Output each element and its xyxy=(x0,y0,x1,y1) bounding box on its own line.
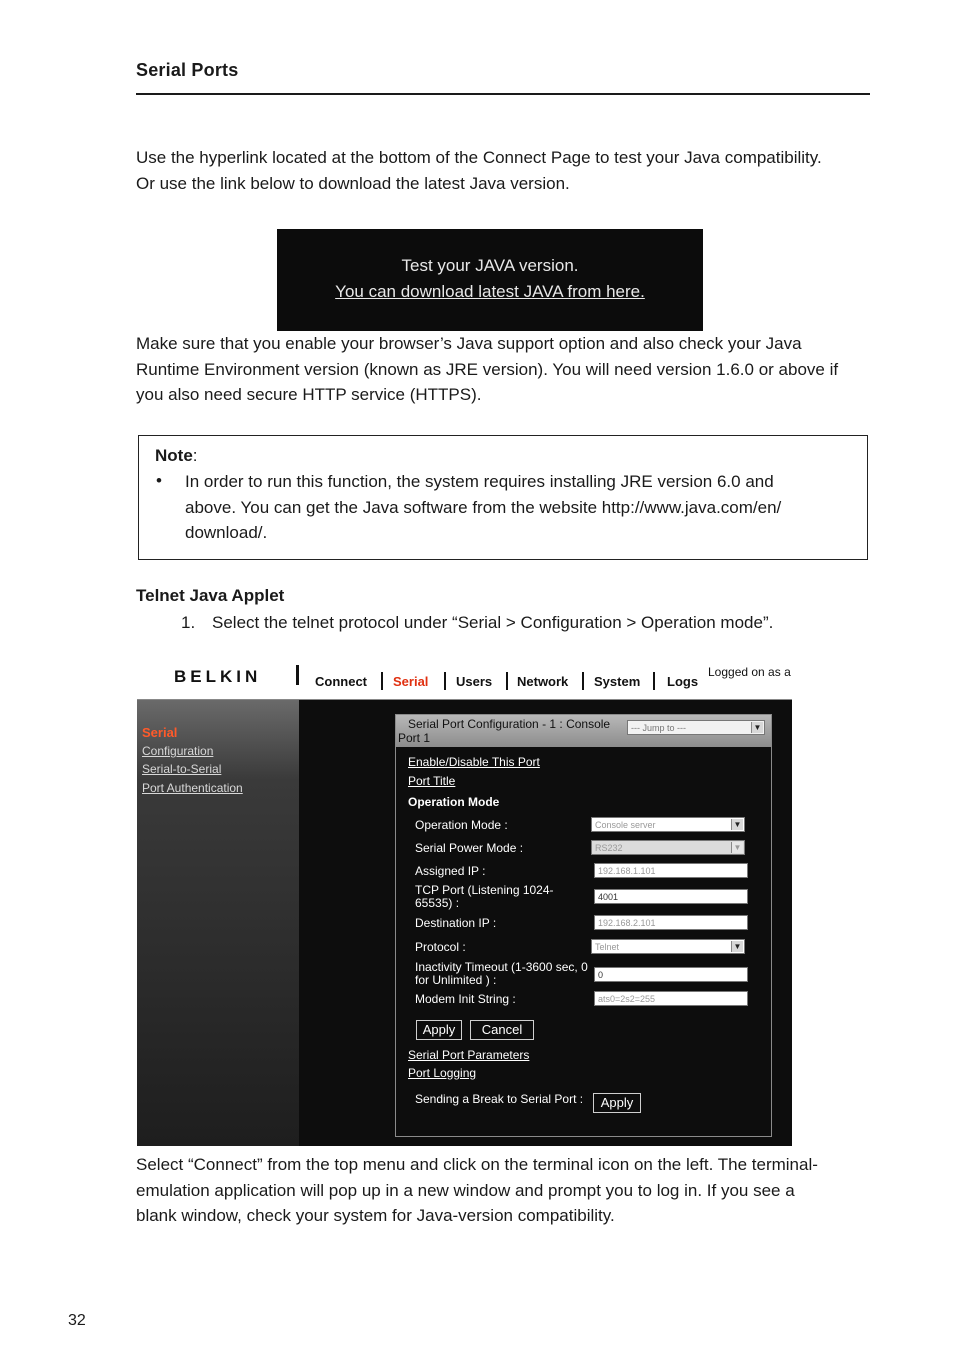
tcp-port-label-line-2: 65535) : xyxy=(415,896,460,910)
note-label xyxy=(155,446,198,466)
nav-logs[interactable]: Logs xyxy=(667,674,699,689)
panel-title xyxy=(398,717,630,745)
serial-power-mode-value: RS232 xyxy=(595,843,623,853)
nav-system[interactable]: System xyxy=(594,674,641,689)
port-logging-link[interactable]: Port Logging xyxy=(408,1066,477,1080)
serial-power-mode-select[interactable] xyxy=(591,840,745,855)
section-title: Serial Ports xyxy=(136,60,239,80)
java-test-text: Test your JAVA version. xyxy=(401,256,579,275)
nav-users[interactable]: Users xyxy=(456,674,493,689)
header-rule xyxy=(136,93,870,95)
enable-disable-port-link[interactable]: Enable/Disable This Port xyxy=(408,755,540,769)
intro-line-1: Use the hyperlink located at the bottom of the Connect Page to test your Java compatibility. xyxy=(136,148,822,167)
jump-to-value: --- Jump to --- xyxy=(631,723,686,733)
note-colon: : xyxy=(192,446,198,465)
nav-network[interactable]: Network xyxy=(517,674,569,689)
note-text xyxy=(185,469,845,546)
jump-to-select[interactable] xyxy=(627,720,765,735)
destination-ip-label: Destination IP : xyxy=(415,916,497,930)
belkin-logo: BELKIN xyxy=(174,667,262,686)
nav-divider xyxy=(506,672,508,690)
panel-title-line-2: Port 1 xyxy=(398,731,431,745)
port-config-panel xyxy=(395,714,772,1137)
jre-paragraph xyxy=(136,331,876,408)
send-break-apply-button[interactable]: Apply xyxy=(593,1093,641,1113)
modem-init-string-label: Modem Init String : xyxy=(415,992,516,1006)
nav-connect[interactable]: Connect xyxy=(315,674,367,689)
outro-paragraph xyxy=(136,1152,876,1229)
panel-title-line-1: Serial Port Configuration - 1 : Console xyxy=(408,717,611,731)
chevron-down-icon: ▼ xyxy=(731,819,743,830)
serial-port-parameters-link[interactable]: Serial Port Parameters xyxy=(408,1048,530,1062)
note-line-2: above. You can get the Java software from the website http://www.java.com/en/ xyxy=(185,497,782,517)
modem-init-string-field[interactable]: ats0=2s2=255 xyxy=(594,991,748,1006)
operation-mode-select[interactable] xyxy=(591,817,745,832)
sidebar xyxy=(137,700,299,1146)
protocol-select[interactable] xyxy=(591,939,745,954)
java-download-link[interactable]: You can download latest JAVA from here. xyxy=(335,282,645,301)
cancel-button[interactable]: Cancel xyxy=(470,1020,534,1040)
apply-button[interactable]: Apply xyxy=(416,1020,462,1040)
nav-divider xyxy=(582,672,584,690)
operation-mode-heading: Operation Mode xyxy=(408,795,500,809)
nav-divider xyxy=(653,672,655,690)
java-version-banner xyxy=(277,229,703,331)
web-ui-screenshot xyxy=(137,656,792,1146)
inactivity-timeout-label xyxy=(415,961,588,987)
tcp-port-label-line-1: TCP Port (Listening 1024- xyxy=(415,883,554,897)
port-title-link[interactable]: Port Title xyxy=(408,774,456,788)
step-number: 1. xyxy=(181,613,196,632)
inactivity-timeout-field[interactable]: 0 xyxy=(594,967,748,982)
tcp-port-label xyxy=(415,884,554,910)
outro-line-3: blank window, check your system for Java-version compatibility. xyxy=(136,1206,615,1225)
chevron-down-icon: ▼ xyxy=(751,722,763,733)
protocol-value: Telnet xyxy=(595,942,620,952)
sidebar-title: Serial xyxy=(142,725,178,740)
logged-on-text: Logged on as a xyxy=(708,665,791,679)
jre-line-2: Runtime Environment version (known as JRE version). You will need version 1.6.0 or above if xyxy=(136,359,839,379)
nav-divider xyxy=(444,672,446,690)
inactivity-timeout-label-line-2: for Unlimited ) : xyxy=(415,973,497,987)
send-break-label: Sending a Break to Serial Port : xyxy=(415,1092,584,1106)
chevron-down-icon: ▼ xyxy=(731,842,743,853)
intro-paragraph xyxy=(136,145,822,196)
inactivity-timeout-label-line-1: Inactivity Timeout (1-3600 sec, 0 xyxy=(415,960,588,974)
serial-power-mode-label: Serial Power Mode : xyxy=(415,841,524,855)
operation-mode-label: Operation Mode : xyxy=(415,818,508,832)
jre-line-1: Make sure that you enable your browser’s Java support option and also check your Java xyxy=(136,334,802,353)
jre-line-3: you also need secure HTTP service (HTTPS). xyxy=(136,385,482,404)
assigned-ip-field[interactable]: 192.168.1.101 xyxy=(594,863,748,878)
telnet-subheading: Telnet Java Applet xyxy=(136,586,285,605)
destination-ip-field[interactable]: 192.168.2.101 xyxy=(594,915,748,930)
sidebar-item-port-authentication[interactable]: Port Authentication xyxy=(142,781,243,795)
protocol-label: Protocol : xyxy=(415,940,466,954)
chevron-down-icon: ▼ xyxy=(731,941,743,952)
outro-line-2: emulation application will pop up in a new window and prompt you to log in. If you see a xyxy=(136,1180,795,1200)
note-line-3: download/. xyxy=(185,523,268,542)
outro-line-1: Select “Connect” from the top menu and click on the terminal icon on the left. The terminal- xyxy=(136,1155,818,1174)
operation-mode-value: Console server xyxy=(595,820,656,830)
panel-header xyxy=(396,715,771,747)
note-line-1: In order to run this function, the system requires installing JRE version 6.0 and xyxy=(185,472,774,491)
step-text: Select the telnet protocol under “Serial > Configuration > Operation mode”. xyxy=(212,613,774,632)
nav-serial[interactable]: Serial xyxy=(393,674,429,689)
assigned-ip-label: Assigned IP : xyxy=(415,864,486,878)
nav-divider xyxy=(381,672,383,690)
sidebar-item-configuration[interactable]: Configuration xyxy=(142,744,214,758)
sidebar-item-serial-to-serial[interactable]: Serial-to-Serial xyxy=(142,762,222,776)
note-label-text: Note xyxy=(155,446,193,465)
note-bullet: • xyxy=(156,471,162,490)
web-ui-header xyxy=(137,656,792,700)
tcp-port-field[interactable]: 4001 xyxy=(594,889,748,904)
logo-divider xyxy=(296,665,299,685)
page-number: 32 xyxy=(68,1312,86,1329)
intro-line-2: Or use the link below to download the latest Java version. xyxy=(136,173,570,193)
